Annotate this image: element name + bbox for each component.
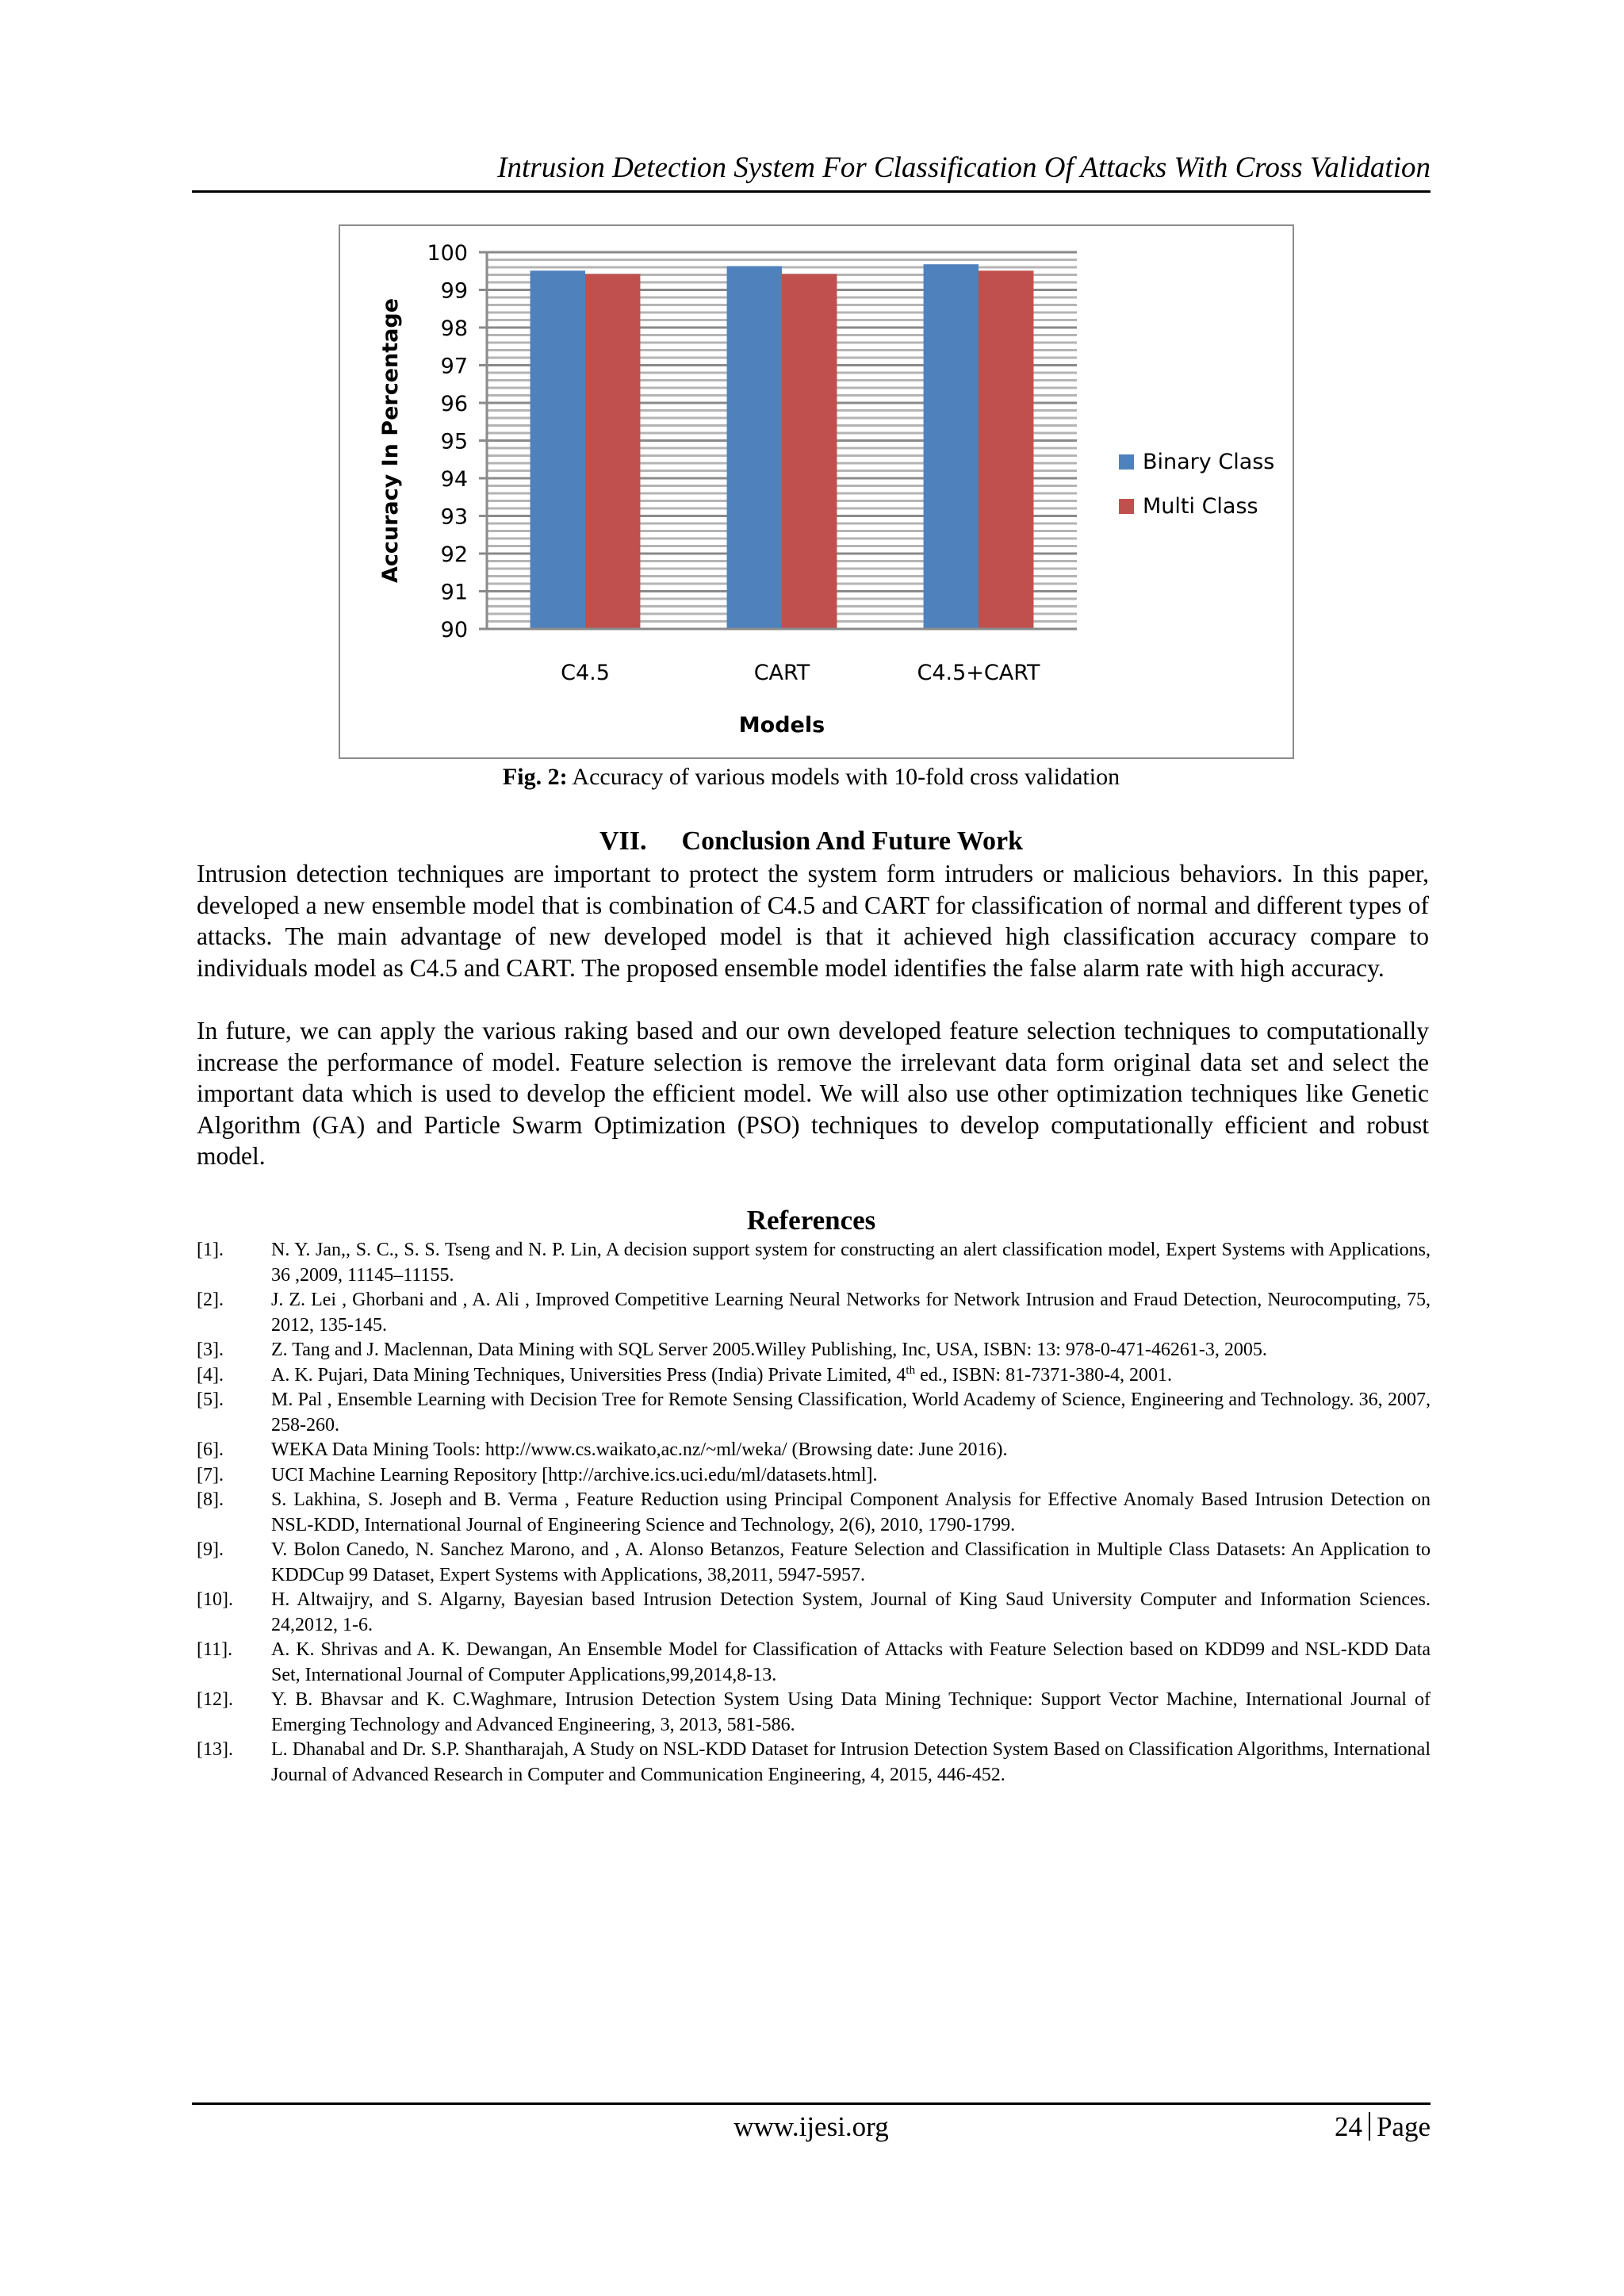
reference-text: J. Z. Lei , Ghorbani and , A. Ali , Improved Competitive Learning Neural Networks for Network Intrusion and Fraud Detection, Neurocomputing, 75, 2012, 135-145. xyxy=(271,1290,1431,1336)
reference-text: H. Altwaijry, and S. Algarny, Bayesian based Intrusion Detection System, Journal of King Saud University Computer and Information Sciences. 24,2012, 1-6. xyxy=(271,1589,1431,1635)
legend-swatch xyxy=(1119,454,1134,470)
page-label: Page xyxy=(1376,2111,1431,2142)
footer-page-number xyxy=(1335,2110,1431,2145)
legend-swatch xyxy=(1119,499,1134,514)
reference-item xyxy=(197,1488,1431,1538)
chart-frame xyxy=(339,224,1294,759)
footer-rule xyxy=(192,2102,1431,2105)
y-tick-label: 97 xyxy=(440,354,468,379)
bar xyxy=(530,270,585,629)
reference-text: A. K. Shrivas and A. K. Dewangan, An Ensemble Model for Classification of Attacks with Feature Selection based on KDD99 and NSL-KDD Data Set, International Journal of Computer Applications,99,2014,8-13. xyxy=(271,1639,1431,1685)
reference-text: M. Pal , Ensemble Learning with Decision Tree for Remote Sensing Classification, World Academy of Science, Engineering and Technology. 36, 2007, 258-260. xyxy=(271,1389,1431,1435)
page-number: 24 xyxy=(1334,2111,1362,2142)
reference-text: N. Y. Jan,, S. C., S. S. Tseng and N. P. Lin, A decision support system for constructing an alert classification model, Expert Systems with Applications, 36 ,2009, 11145–11155. xyxy=(271,1240,1431,1286)
y-tick-label: 95 xyxy=(440,429,468,454)
page-separator xyxy=(1369,2112,1370,2141)
x-tick-label: CART xyxy=(753,661,810,685)
y-tick-labels xyxy=(427,241,468,642)
legend-label: Multi Class xyxy=(1143,494,1258,519)
reference-item xyxy=(197,1438,1431,1463)
reference-number: [1]. xyxy=(197,1240,224,1260)
reference-text-part: ed., ISBN: 81-7371-380-4, 2001. xyxy=(915,1364,1173,1386)
reference-number: [6]. xyxy=(197,1439,224,1460)
bar xyxy=(782,274,837,629)
section-heading xyxy=(192,823,1431,860)
bar xyxy=(585,274,640,629)
reference-number: [4]. xyxy=(197,1364,224,1386)
x-tick-label: C4.5+CART xyxy=(917,661,1040,685)
y-tick-label: 96 xyxy=(440,392,468,416)
conclusion-paragraph: Intrusion detection techniques are important to protect the system form intruders or malicious behaviors. In this paper, developed a new ensemble model that is combination of C4.5 and CART for classification of normal and different types of attacks. The main advantage of new developed model is that it achieved high classification accuracy compare to individuals model as C4.5 and CART. The proposed ensemble model identifies the false alarm rate with high accuracy. xyxy=(197,860,1429,982)
section-number: VII. xyxy=(599,826,647,856)
reference-item xyxy=(197,1388,1431,1438)
y-tick-label: 100 xyxy=(427,241,468,266)
reference-text: S. Lakhina, S. Joseph and B. Verma , Feature Reduction using Principal Component Analysis for Effective Anomaly Based Intrusion Detection on NSL-KDD, International Journal of Engineering Science and Technology, 2(6), 2010, 1790-1799. xyxy=(271,1489,1431,1535)
reference-item xyxy=(197,1638,1431,1688)
y-tick-label: 98 xyxy=(440,316,468,341)
section-title: Conclusion And Future Work xyxy=(681,826,1023,856)
reference-text xyxy=(271,1363,1431,1389)
figure-caption-label: Fig. 2: xyxy=(502,764,568,790)
reference-text: Y. B. Bhavsar and K. C.Waghmare, Intrusion Detection System Using Data Mining Technique: Support Vector Machine, International Journal of Emerging Technology and Advanced Engineering, 3, 2013, 581-586. xyxy=(271,1689,1431,1735)
reference-item xyxy=(197,1538,1431,1588)
reference-item xyxy=(197,1588,1431,1638)
reference-item xyxy=(197,1288,1431,1338)
references-heading: References xyxy=(746,1205,876,1236)
reference-number: [10]. xyxy=(197,1589,233,1610)
reference-item xyxy=(197,1688,1431,1738)
bars xyxy=(530,264,1034,629)
reference-text: Z. Tang and J. Maclennan, Data Mining with SQL Server 2005.Willey Publishing, Inc, USA, ISBN: 13: 978-0-471-46261-3, 2005. xyxy=(271,1340,1267,1360)
x-axis-title: Models xyxy=(738,713,825,738)
reference-number: [13]. xyxy=(197,1739,233,1760)
y-tick-label: 99 xyxy=(440,278,468,304)
bar xyxy=(979,270,1033,629)
reference-text: V. Bolon Canedo, N. Sanchez Marono, and , A. Alonso Betanzos, Feature Selection and Classification in Multiple Class Datasets: An Application to KDDCup 99 Dataset, Expert Systems with Applications, 38,2011, 5947-5957. xyxy=(271,1539,1431,1585)
reference-number: [3]. xyxy=(197,1340,224,1360)
x-tick-label: C4.5 xyxy=(561,661,610,685)
y-tick-label: 93 xyxy=(440,504,468,530)
legend-label: Binary Class xyxy=(1143,450,1275,474)
reference-item xyxy=(197,1738,1431,1788)
x-tick-labels xyxy=(561,661,1040,685)
y-tick-label: 90 xyxy=(440,618,468,642)
reference-item xyxy=(197,1238,1431,1288)
footer-site-url[interactable]: www.ijesi.org xyxy=(733,2111,889,2142)
legend xyxy=(1119,450,1274,519)
bar xyxy=(727,266,782,629)
reference-number: [9]. xyxy=(197,1539,224,1560)
reference-text-part: A. K. Pujari, Data Mining Techniques, Universities Press (India) Private Limited, 4 xyxy=(271,1364,906,1386)
future-work-paragraph: In future, we can apply the various raking based and our own developed feature selection techniques to computationally increase the performance of model. Feature selection is remove the irrelevant data form original data set and select the important data which is used to develop the efficient model. We will also use other optimization techniques like Genetic Algorithm (GA) and Particle Swarm Optimization (PSO) techniques to develop computationally efficient and robust model. xyxy=(197,1017,1429,1170)
reference-text: UCI Machine Learning Repository [http://archive.ics.uci.edu/ml/datasets.html]. xyxy=(271,1464,878,1485)
y-axis-title: Accuracy In Percentage xyxy=(378,297,403,584)
reference-number: [7]. xyxy=(197,1464,224,1485)
running-header: Intrusion Detection System For Classification Of Attacks With Cross Validation xyxy=(497,151,1431,184)
figure-caption xyxy=(192,760,1431,795)
bar-chart xyxy=(340,226,1296,761)
header-rule xyxy=(192,190,1431,193)
y-tick-label: 91 xyxy=(440,580,468,605)
reference-number: [5]. xyxy=(197,1389,224,1410)
reference-number: [12]. xyxy=(197,1689,233,1710)
reference-list xyxy=(197,1238,1431,1788)
reference-item xyxy=(197,1463,1431,1489)
y-tick-label: 92 xyxy=(440,542,468,567)
reference-text: L. Dhanabal and Dr. S.P. Shantharajah, A Study on NSL-KDD Dataset for Intrusion Detection System Based on Classification Algorithms, International Journal of Advanced Research in Computer and Communication Engineering, 4, 2015, 446-452. xyxy=(271,1739,1431,1785)
y-tick-label: 94 xyxy=(440,467,468,492)
reference-number: [11]. xyxy=(197,1639,233,1660)
figure-caption-text: Accuracy of various models with 10-fold cross validation xyxy=(567,764,1120,790)
reference-text: WEKA Data Mining Tools: http://www.cs.waikato,ac.nz/~ml/weka/ (Browsing date: June 2016). xyxy=(271,1439,1008,1460)
reference-item xyxy=(197,1363,1431,1389)
reference-number: [2]. xyxy=(197,1290,224,1310)
superscript: th xyxy=(906,1363,916,1377)
reference-number: [8]. xyxy=(197,1489,224,1510)
reference-item xyxy=(197,1338,1431,1363)
bar xyxy=(924,264,979,629)
